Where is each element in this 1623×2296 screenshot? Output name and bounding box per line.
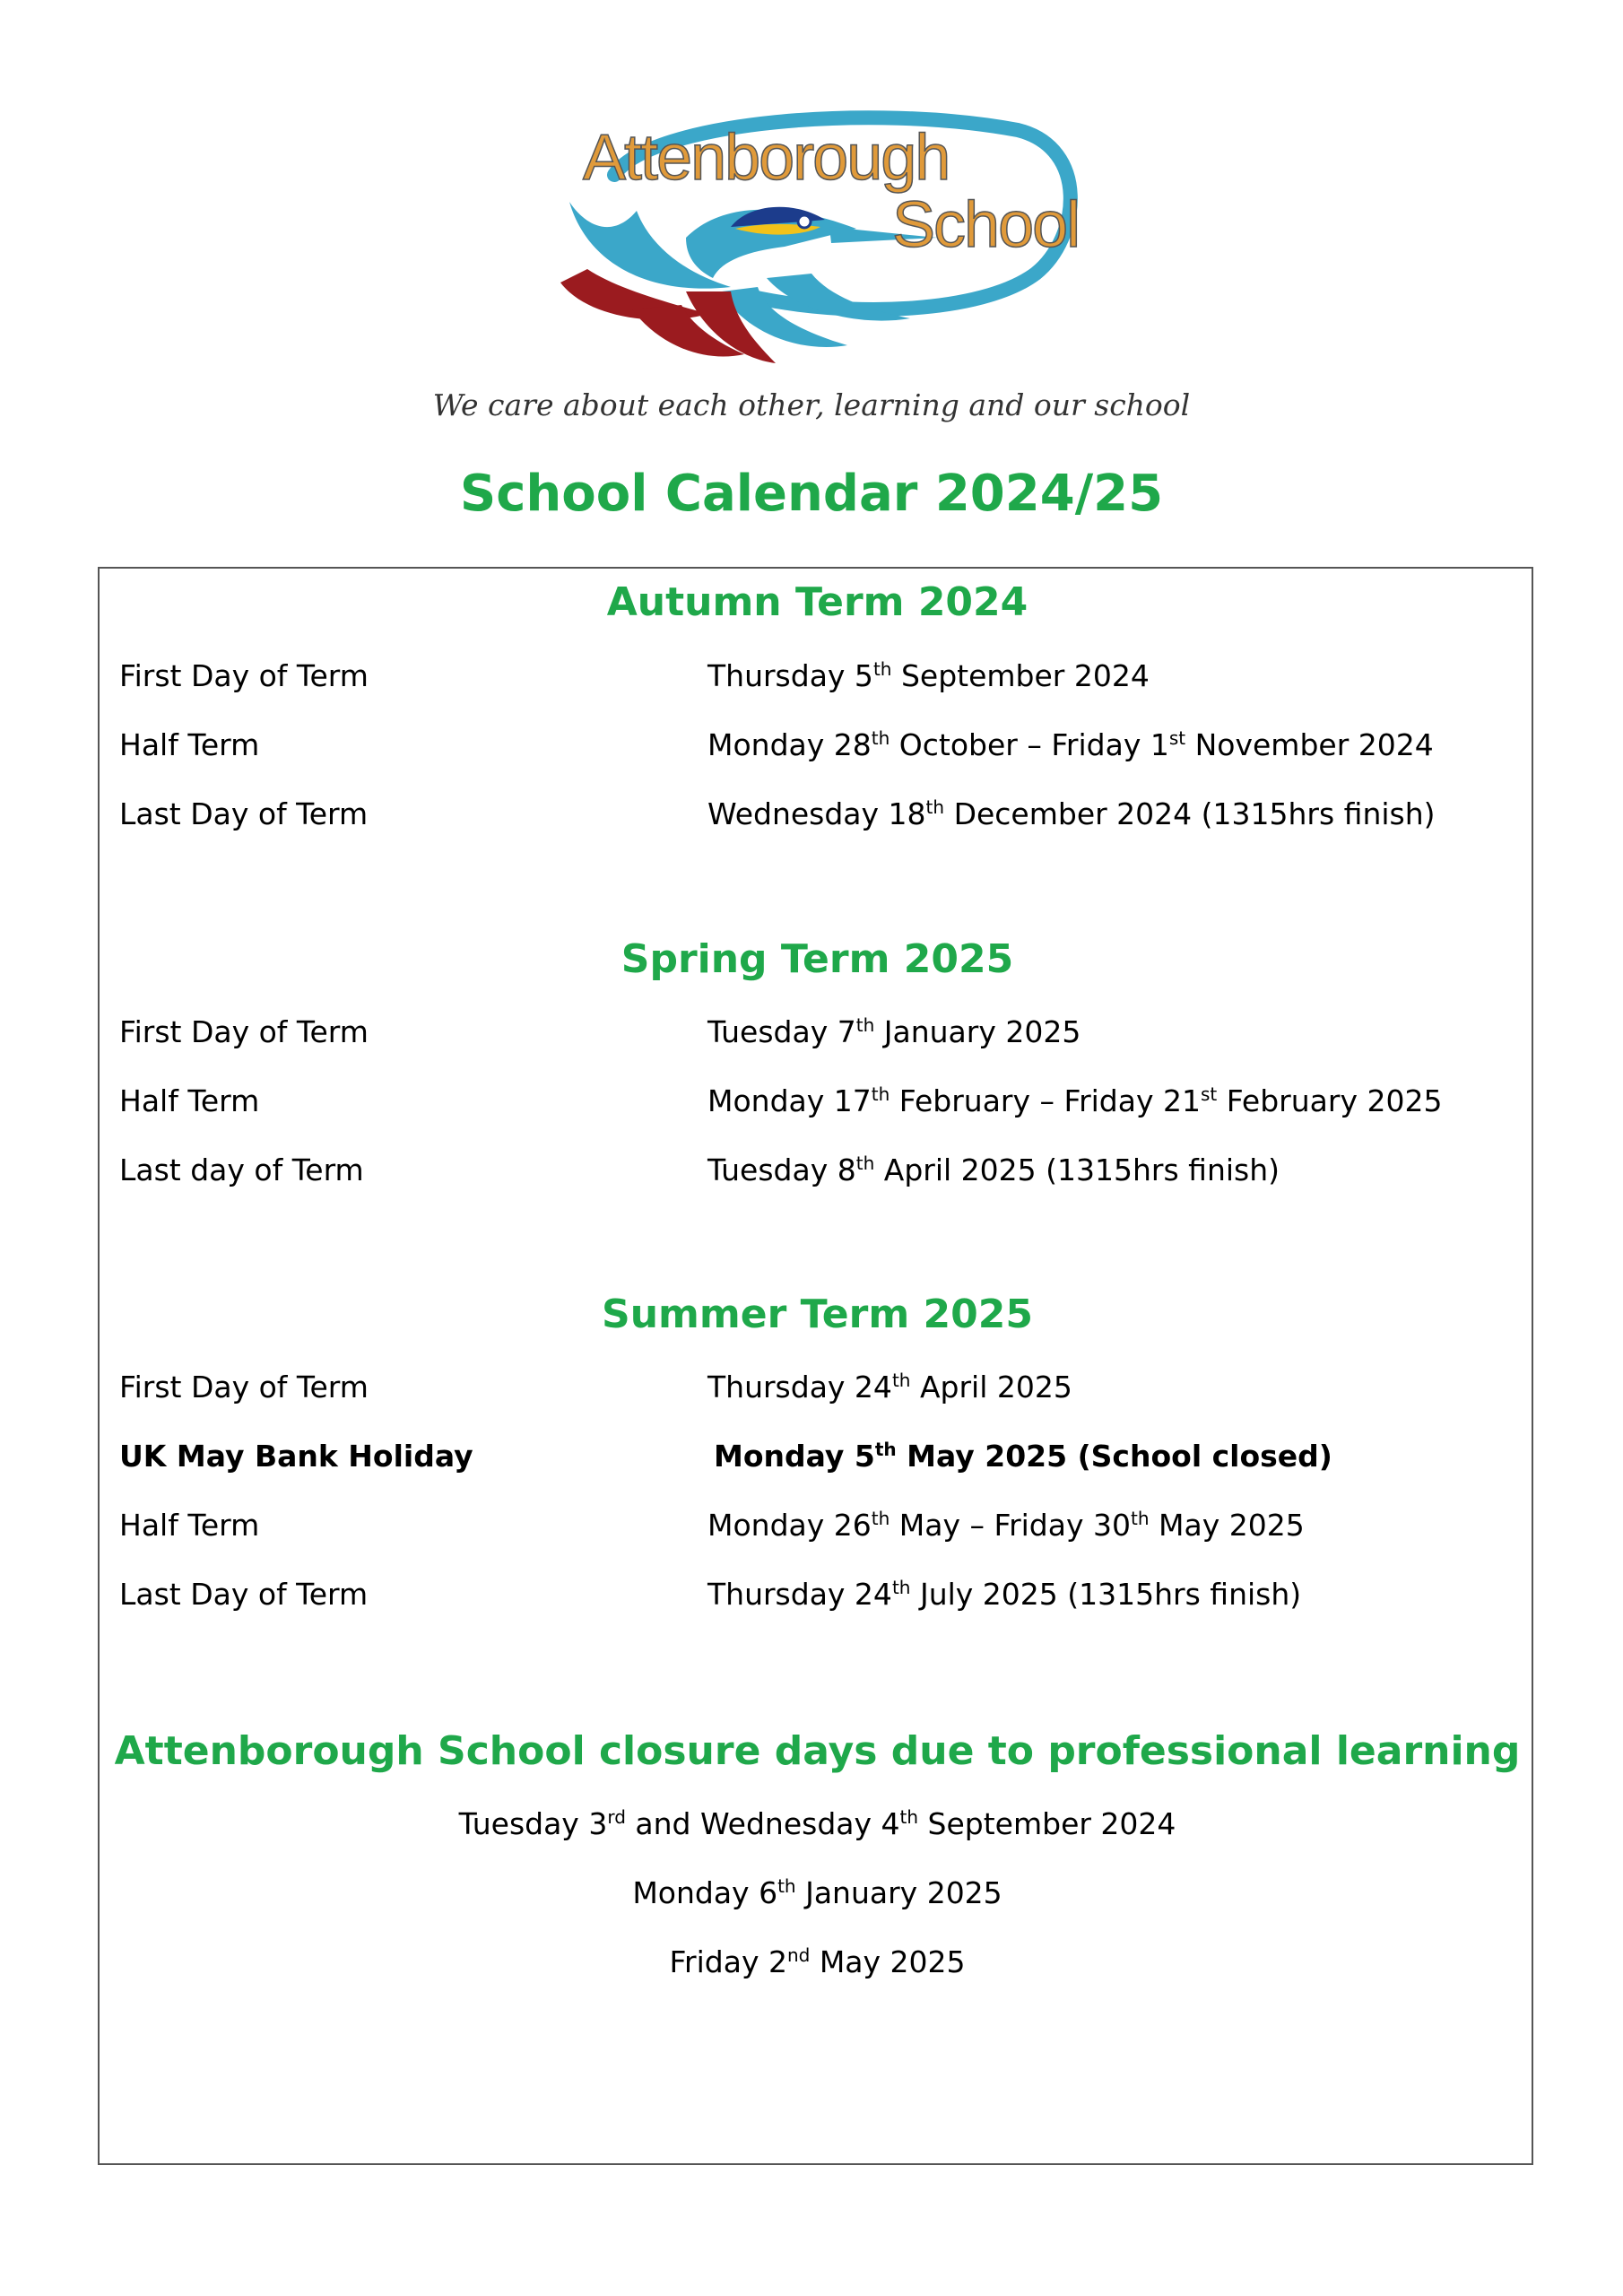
spring-row-value: Tuesday 7th January 2025 bbox=[707, 1014, 1081, 1049]
page-title: School Calendar 2024/25 bbox=[459, 465, 1164, 523]
school-motto: We care about each other, learning and our school bbox=[432, 387, 1191, 422]
summer-row-value: Monday 5th May 2025 (School closed) bbox=[714, 1439, 1332, 1474]
autumn-row-value: Thursday 5th September 2024 bbox=[707, 658, 1150, 693]
autumn-row-label: First Day of Term bbox=[119, 658, 369, 693]
school-logo bbox=[551, 103, 1081, 372]
autumn-row-value: Monday 28th October – Friday 1st November 2024 bbox=[707, 727, 1434, 762]
autumn-row-label: Last Day of Term bbox=[119, 796, 369, 831]
summer-row-value: Thursday 24th July 2025 (1315hrs finish) bbox=[707, 1577, 1302, 1612]
summer-row-label: Half Term bbox=[119, 1508, 260, 1543]
summer-row-label: First Day of Term bbox=[119, 1370, 369, 1405]
summer-row-label: Last Day of Term bbox=[119, 1577, 369, 1612]
spring-row-label: Last day of Term bbox=[119, 1152, 364, 1187]
closure-day-line: Friday 2nd May 2025 bbox=[669, 1944, 966, 1979]
logo-text-line1: Attenborough bbox=[583, 122, 950, 194]
spring-term-heading: Spring Term 2025 bbox=[621, 936, 1014, 982]
autumn-term-heading: Autumn Term 2024 bbox=[606, 579, 1028, 625]
spring-row-value: Monday 17th February – Friday 21st February 2025 bbox=[707, 1083, 1443, 1118]
closure-day-line: Monday 6th January 2025 bbox=[632, 1875, 1002, 1910]
spring-row-label: First Day of Term bbox=[119, 1014, 369, 1049]
closure-day-line: Tuesday 3rd and Wednesday 4th September 2024 bbox=[458, 1806, 1176, 1841]
summer-row-value: Thursday 24th April 2025 bbox=[707, 1370, 1072, 1405]
calendar-frame bbox=[98, 567, 1533, 2165]
summer-term-heading: Summer Term 2025 bbox=[602, 1292, 1033, 1337]
logo-text-line2: School bbox=[892, 189, 1080, 261]
autumn-row-value: Wednesday 18th December 2024 (1315hrs finish) bbox=[707, 796, 1436, 831]
spring-row-value: Tuesday 8th April 2025 (1315hrs finish) bbox=[707, 1152, 1280, 1187]
spring-row-label: Half Term bbox=[119, 1083, 260, 1118]
autumn-row-label: Half Term bbox=[119, 727, 260, 762]
closure-days-heading: Attenborough School closure days due to professional learning bbox=[114, 1728, 1521, 1774]
summer-row-value: Monday 26th May – Friday 30th May 2025 bbox=[707, 1508, 1305, 1543]
summer-row-label: UK May Bank Holiday bbox=[119, 1439, 473, 1474]
